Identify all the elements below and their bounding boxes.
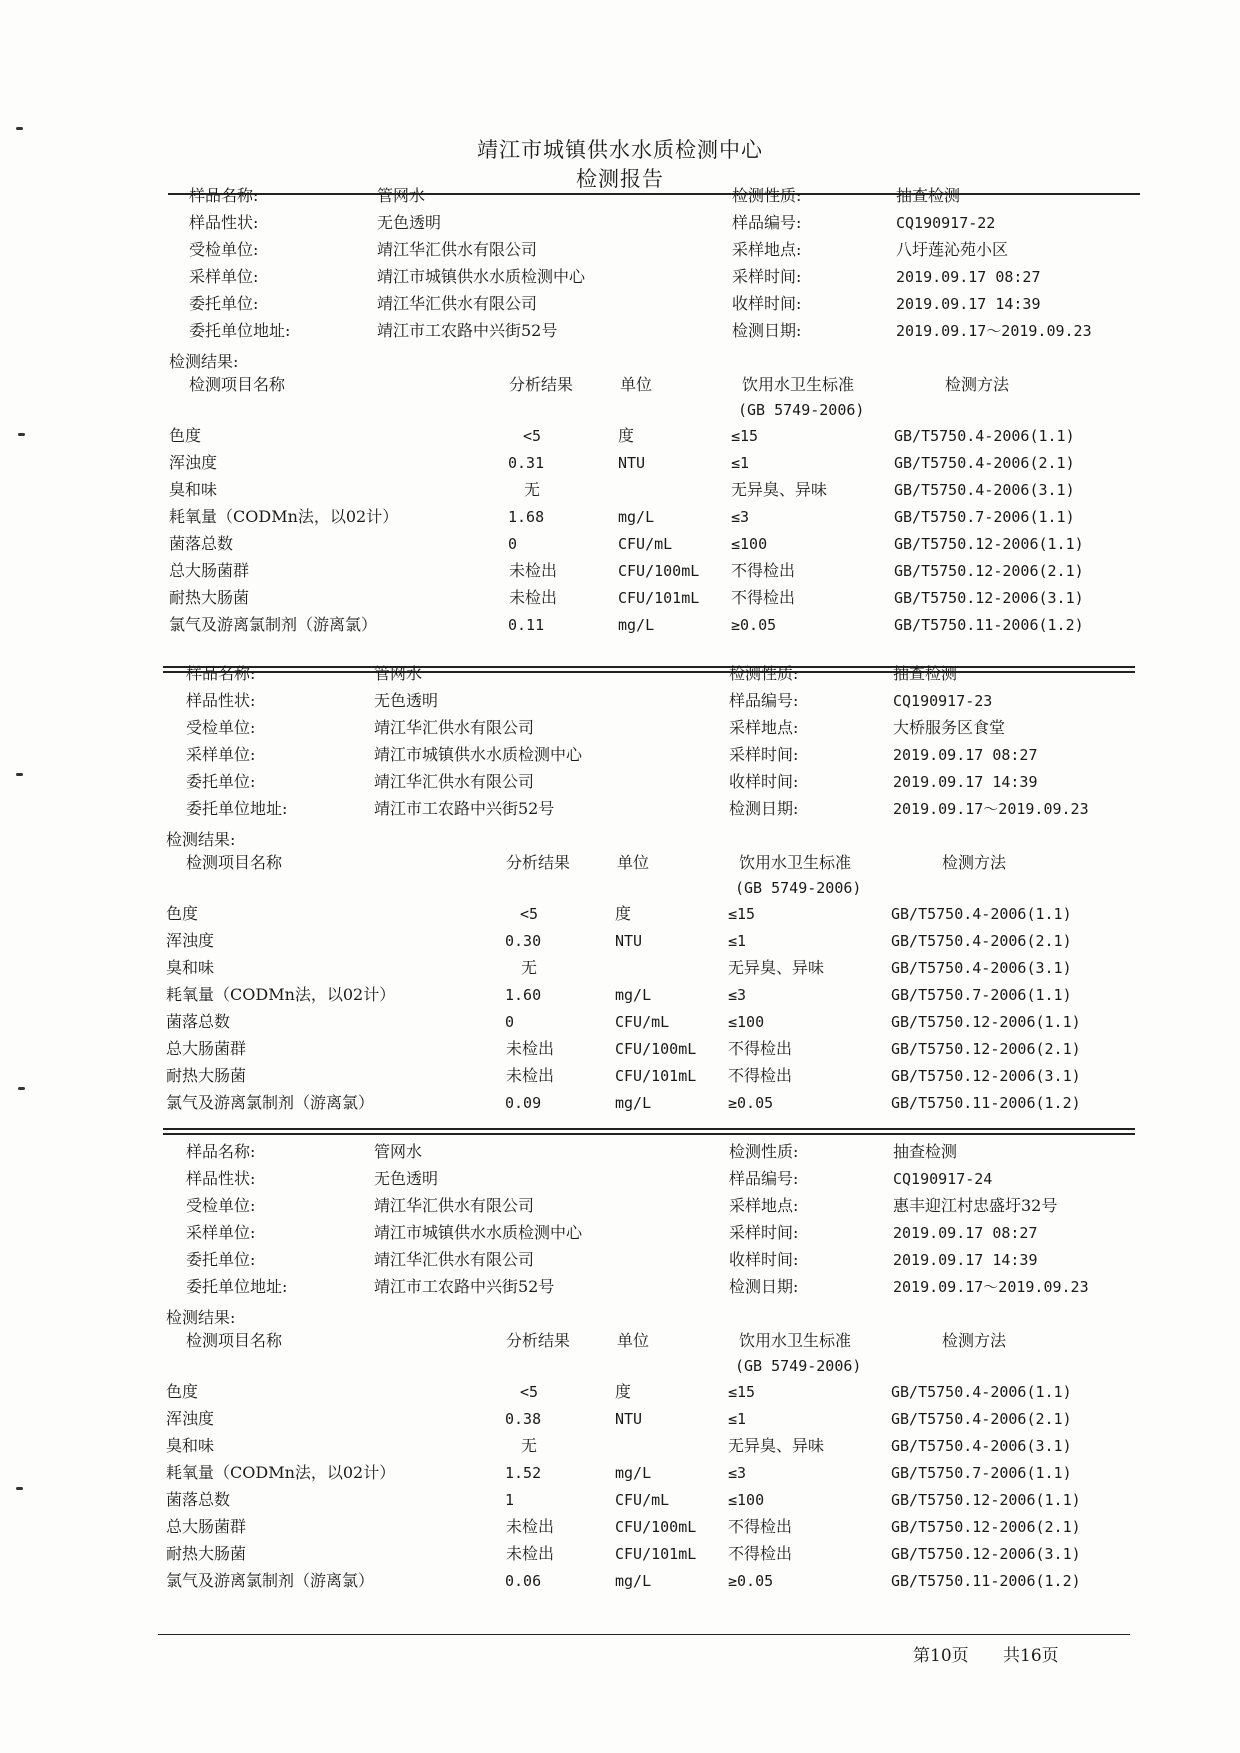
info-label: 受检单位:	[186, 1196, 256, 1215]
info-value: 抽查检测	[893, 664, 958, 683]
col-header-method: 检测方法	[945, 375, 1010, 394]
test-result: 无	[521, 958, 538, 977]
test-method: GB/T5750.4-2006(1.1)	[891, 1383, 1072, 1401]
info-label: 样品名称:	[189, 186, 259, 205]
test-method: GB/T5750.4-2006(3.1)	[891, 959, 1072, 977]
footer-rule	[158, 1634, 1130, 1635]
info-label: 委托单位:	[189, 294, 259, 313]
test-item: 总大肠菌群	[166, 1039, 247, 1058]
page-number: 第10页	[913, 1646, 969, 1666]
test-unit: CFU/mL	[615, 1491, 670, 1509]
test-result: 未检出	[509, 561, 558, 580]
test-method: GB/T5750.7-2006(1.1)	[891, 986, 1072, 1004]
info-label: 样品性状:	[186, 1169, 256, 1188]
test-method: GB/T5750.11-2006(1.2)	[891, 1572, 1081, 1590]
test-result: 0	[505, 1013, 515, 1031]
info-value: 靖江华汇供水有限公司	[377, 294, 538, 313]
test-result: 1.68	[508, 508, 545, 526]
info-value: 管网水	[374, 664, 423, 683]
test-method: GB/T5750.12-2006(2.1)	[891, 1518, 1081, 1536]
info-label: 采样时间:	[729, 745, 799, 764]
info-value: 惠丰迎江村忠盛圩32号	[893, 1196, 1058, 1215]
test-unit: NTU	[618, 454, 646, 472]
info-value: 2019.09.17 08:27	[893, 1224, 1038, 1242]
test-item: 浑浊度	[169, 453, 218, 472]
info-label: 委托单位地址:	[186, 1277, 288, 1296]
test-unit: mg/L	[615, 1572, 652, 1590]
test-unit: mg/L	[618, 616, 655, 634]
test-item: 耐热大肠菌	[166, 1066, 247, 1085]
report-subtitle: 检测报告	[576, 167, 664, 191]
info-label: 样品编号:	[729, 1169, 799, 1188]
info-label: 委托单位:	[186, 1250, 256, 1269]
info-value: 大桥服务区食堂	[893, 718, 1006, 737]
col-header-result: 分析结果	[506, 1331, 571, 1350]
info-value: 2019.09.17～2019.09.23	[896, 322, 1092, 340]
test-method: GB/T5750.12-2006(2.1)	[891, 1040, 1081, 1058]
test-standard: ≤15	[728, 905, 756, 923]
scan-speck	[16, 1487, 23, 1490]
info-value: 靖江市城镇供水水质检测中心	[377, 267, 586, 286]
test-method: GB/T5750.11-2006(1.2)	[891, 1094, 1081, 1112]
test-item: 氯气及游离氯制剂（游离氯）	[166, 1093, 375, 1112]
test-result: <5	[520, 1383, 539, 1401]
info-label: 委托单位:	[186, 772, 256, 791]
info-value: 靖江市城镇供水水质检测中心	[374, 1223, 583, 1242]
section-rule	[163, 666, 1135, 668]
col-header-item: 检测项目名称	[186, 1331, 283, 1350]
test-item: 色度	[166, 1382, 199, 1401]
info-label: 样品编号:	[729, 691, 799, 710]
test-result: <5	[523, 427, 542, 445]
results-label: 检测结果:	[166, 1308, 236, 1327]
section-rule	[163, 1128, 1135, 1130]
col-header-unit: 单位	[617, 1331, 650, 1350]
info-label: 采样时间:	[732, 267, 802, 286]
test-result: <5	[520, 905, 539, 923]
test-standard: ≤100	[728, 1013, 765, 1031]
info-label: 委托单位地址:	[186, 799, 288, 818]
info-label: 检测性质:	[729, 1142, 799, 1161]
info-label: 检测性质:	[729, 664, 799, 683]
test-standard: ≤1	[728, 1410, 747, 1428]
test-standard: 不得检出	[731, 561, 796, 580]
test-standard: 不得检出	[728, 1544, 793, 1563]
test-result: 0.11	[508, 616, 545, 634]
info-label: 采样地点:	[729, 718, 799, 737]
test-result: 未检出	[506, 1517, 555, 1536]
col-header-result: 分析结果	[509, 375, 574, 394]
col-header-unit: 单位	[617, 853, 650, 872]
col-header-item: 检测项目名称	[186, 853, 283, 872]
test-method: GB/T5750.7-2006(1.1)	[891, 1464, 1072, 1482]
test-result: 未检出	[506, 1039, 555, 1058]
col-header-standard-ref: (GB 5749-2006)	[735, 1357, 862, 1375]
test-result: 0.38	[505, 1410, 542, 1428]
test-method: GB/T5750.12-2006(3.1)	[891, 1545, 1081, 1563]
test-standard: 无异臭、异味	[728, 958, 825, 977]
test-item: 臭和味	[169, 480, 218, 499]
info-label: 收样时间:	[732, 294, 802, 313]
col-header-result: 分析结果	[506, 853, 571, 872]
test-result: 未检出	[509, 588, 558, 607]
col-header-method: 检测方法	[942, 1331, 1007, 1350]
test-method: GB/T5750.12-2006(3.1)	[894, 589, 1084, 607]
test-method: GB/T5750.7-2006(1.1)	[894, 508, 1075, 526]
info-value: 抽查检测	[893, 1142, 958, 1161]
info-label: 受检单位:	[186, 718, 256, 737]
info-value: 2019.09.17 08:27	[896, 268, 1041, 286]
test-method: GB/T5750.12-2006(3.1)	[891, 1067, 1081, 1085]
col-header-method: 检测方法	[942, 853, 1007, 872]
test-method: GB/T5750.11-2006(1.2)	[894, 616, 1084, 634]
info-label: 样品性状:	[189, 213, 259, 232]
info-label: 检测日期:	[732, 321, 802, 340]
info-value: 靖江华汇供水有限公司	[377, 240, 538, 259]
test-unit: CFU/101mL	[615, 1067, 697, 1085]
info-value: CQ190917-22	[896, 214, 996, 232]
test-standard: ≤15	[728, 1383, 756, 1401]
col-header-standard: 饮用水卫生标准	[742, 375, 855, 394]
test-standard: 不得检出	[731, 588, 796, 607]
info-label: 受检单位:	[189, 240, 259, 259]
test-unit: mg/L	[618, 508, 655, 526]
test-item: 臭和味	[166, 1436, 215, 1455]
info-value: 无色透明	[377, 213, 442, 232]
test-result: 无	[521, 1436, 538, 1455]
test-unit: CFU/100mL	[615, 1040, 697, 1058]
test-unit: CFU/101mL	[615, 1545, 697, 1563]
info-value: 2019.09.17～2019.09.23	[893, 1278, 1089, 1296]
test-result: 未检出	[506, 1544, 555, 1563]
test-unit: NTU	[615, 932, 643, 950]
info-value: 管网水	[377, 186, 426, 205]
test-method: GB/T5750.12-2006(1.1)	[894, 535, 1084, 553]
test-unit: mg/L	[615, 1094, 652, 1112]
test-item: 菌落总数	[169, 534, 234, 553]
report-title: 靖江市城镇供水水质检测中心	[477, 138, 763, 162]
test-unit: 度	[615, 904, 632, 923]
test-unit: CFU/100mL	[618, 562, 700, 580]
test-standard: ≤3	[731, 508, 750, 526]
test-result: 0.31	[508, 454, 545, 472]
col-header-unit: 单位	[620, 375, 653, 394]
info-value: CQ190917-23	[893, 692, 993, 710]
col-header-standard: 饮用水卫生标准	[739, 1331, 852, 1350]
test-standard: ≤1	[728, 932, 747, 950]
test-standard: 无异臭、异味	[731, 480, 828, 499]
test-method: GB/T5750.12-2006(1.1)	[891, 1013, 1081, 1031]
test-item: 菌落总数	[166, 1012, 231, 1031]
info-value: 无色透明	[374, 1169, 439, 1188]
info-label: 检测性质:	[732, 186, 802, 205]
test-standard: ≤1	[731, 454, 750, 472]
test-standard: ≥0.05	[728, 1572, 774, 1590]
info-value: 靖江华汇供水有限公司	[374, 772, 535, 791]
page-total: 共16页	[1003, 1646, 1059, 1666]
test-item: 臭和味	[166, 958, 215, 977]
test-item: 菌落总数	[166, 1490, 231, 1509]
test-result: 0.09	[505, 1094, 542, 1112]
test-method: GB/T5750.12-2006(2.1)	[894, 562, 1084, 580]
test-unit: 度	[618, 426, 635, 445]
results-label: 检测结果:	[169, 352, 239, 371]
scan-speck	[18, 433, 25, 436]
test-unit: CFU/mL	[615, 1013, 670, 1031]
info-label: 收样时间:	[729, 1250, 799, 1269]
test-item: 色度	[169, 426, 202, 445]
info-value: 2019.09.17～2019.09.23	[893, 800, 1089, 818]
section-rule	[163, 671, 1135, 673]
scan-speck	[16, 127, 23, 130]
test-method: GB/T5750.4-2006(3.1)	[894, 481, 1075, 499]
test-item: 总大肠菌群	[169, 561, 250, 580]
test-result: 1	[505, 1491, 515, 1509]
test-item: 耗氧量（CODMn法，以02计）	[169, 507, 399, 526]
info-value: 2019.09.17 14:39	[893, 773, 1038, 791]
test-item: 浑浊度	[166, 931, 215, 950]
info-label: 样品名称:	[186, 1142, 256, 1161]
test-standard: ≥0.05	[731, 616, 777, 634]
info-label: 委托单位地址:	[189, 321, 291, 340]
test-item: 氯气及游离氯制剂（游离氯）	[169, 615, 378, 634]
test-standard: ≤3	[728, 986, 747, 1004]
test-item: 耐热大肠菌	[169, 588, 250, 607]
info-value: 抽查检测	[896, 186, 961, 205]
test-standard: ≤3	[728, 1464, 747, 1482]
info-label: 采样地点:	[729, 1196, 799, 1215]
test-standard: ≤15	[731, 427, 759, 445]
test-standard: 不得检出	[728, 1517, 793, 1536]
test-method: GB/T5750.4-2006(1.1)	[894, 427, 1075, 445]
col-header-standard: 饮用水卫生标准	[739, 853, 852, 872]
info-value: CQ190917-24	[893, 1170, 993, 1188]
info-value: 靖江华汇供水有限公司	[374, 718, 535, 737]
test-method: GB/T5750.4-2006(3.1)	[891, 1437, 1072, 1455]
test-unit: CFU/100mL	[615, 1518, 697, 1536]
info-label: 采样单位:	[186, 1223, 256, 1242]
info-value: 靖江华汇供水有限公司	[374, 1196, 535, 1215]
info-label: 样品性状:	[186, 691, 256, 710]
test-result: 1.60	[505, 986, 542, 1004]
test-unit: CFU/mL	[618, 535, 673, 553]
test-unit: mg/L	[615, 1464, 652, 1482]
test-result: 未检出	[506, 1066, 555, 1085]
info-label: 检测日期:	[729, 799, 799, 818]
test-unit: 度	[615, 1382, 632, 1401]
test-standard: ≤100	[728, 1491, 765, 1509]
col-header-standard-ref: (GB 5749-2006)	[738, 401, 865, 419]
info-value: 2019.09.17 14:39	[893, 1251, 1038, 1269]
test-method: GB/T5750.4-2006(2.1)	[891, 1410, 1072, 1428]
test-method: GB/T5750.12-2006(1.1)	[891, 1491, 1081, 1509]
info-value: 八圩莲沁苑小区	[896, 240, 1009, 259]
info-label: 检测日期:	[729, 1277, 799, 1296]
info-value: 靖江市工农路中兴街52号	[374, 799, 555, 818]
info-value: 管网水	[374, 1142, 423, 1161]
test-unit: NTU	[615, 1410, 643, 1428]
test-item: 耗氧量（CODMn法，以02计）	[166, 985, 396, 1004]
info-label: 样品名称:	[186, 664, 256, 683]
info-value: 靖江华汇供水有限公司	[374, 1250, 535, 1269]
test-standard: ≤100	[731, 535, 768, 553]
col-header-item: 检测项目名称	[189, 375, 286, 394]
info-label: 样品编号:	[732, 213, 802, 232]
test-result: 0.06	[505, 1572, 542, 1590]
test-unit: CFU/101mL	[618, 589, 700, 607]
info-label: 采样时间:	[729, 1223, 799, 1242]
test-item: 耗氧量（CODMn法，以02计）	[166, 1463, 396, 1482]
col-header-standard-ref: (GB 5749-2006)	[735, 879, 862, 897]
test-method: GB/T5750.4-2006(1.1)	[891, 905, 1072, 923]
test-result: 无	[524, 480, 541, 499]
info-value: 2019.09.17 08:27	[893, 746, 1038, 764]
test-result: 0.30	[505, 932, 542, 950]
info-value: 2019.09.17 14:39	[896, 295, 1041, 313]
test-method: GB/T5750.4-2006(2.1)	[891, 932, 1072, 950]
info-label: 采样单位:	[186, 745, 256, 764]
info-label: 采样单位:	[189, 267, 259, 286]
test-item: 总大肠菌群	[166, 1517, 247, 1536]
results-label: 检测结果:	[166, 830, 236, 849]
info-label: 收样时间:	[729, 772, 799, 791]
info-value: 靖江市工农路中兴街52号	[377, 321, 558, 340]
test-standard: ≥0.05	[728, 1094, 774, 1112]
test-standard: 不得检出	[728, 1066, 793, 1085]
info-value: 靖江市城镇供水水质检测中心	[374, 745, 583, 764]
info-label: 采样地点:	[732, 240, 802, 259]
test-standard: 不得检出	[728, 1039, 793, 1058]
info-value: 无色透明	[374, 691, 439, 710]
test-item: 浑浊度	[166, 1409, 215, 1428]
test-standard: 无异臭、异味	[728, 1436, 825, 1455]
test-unit: mg/L	[615, 986, 652, 1004]
scan-speck	[18, 1087, 25, 1090]
info-value: 靖江市工农路中兴街52号	[374, 1277, 555, 1296]
section-rule	[163, 1133, 1135, 1135]
section-rule	[168, 193, 1140, 195]
test-item: 氯气及游离氯制剂（游离氯）	[166, 1571, 375, 1590]
test-item: 色度	[166, 904, 199, 923]
scan-speck	[16, 773, 23, 776]
test-result: 1.52	[505, 1464, 542, 1482]
test-method: GB/T5750.4-2006(2.1)	[894, 454, 1075, 472]
test-result: 0	[508, 535, 518, 553]
test-item: 耐热大肠菌	[166, 1544, 247, 1563]
